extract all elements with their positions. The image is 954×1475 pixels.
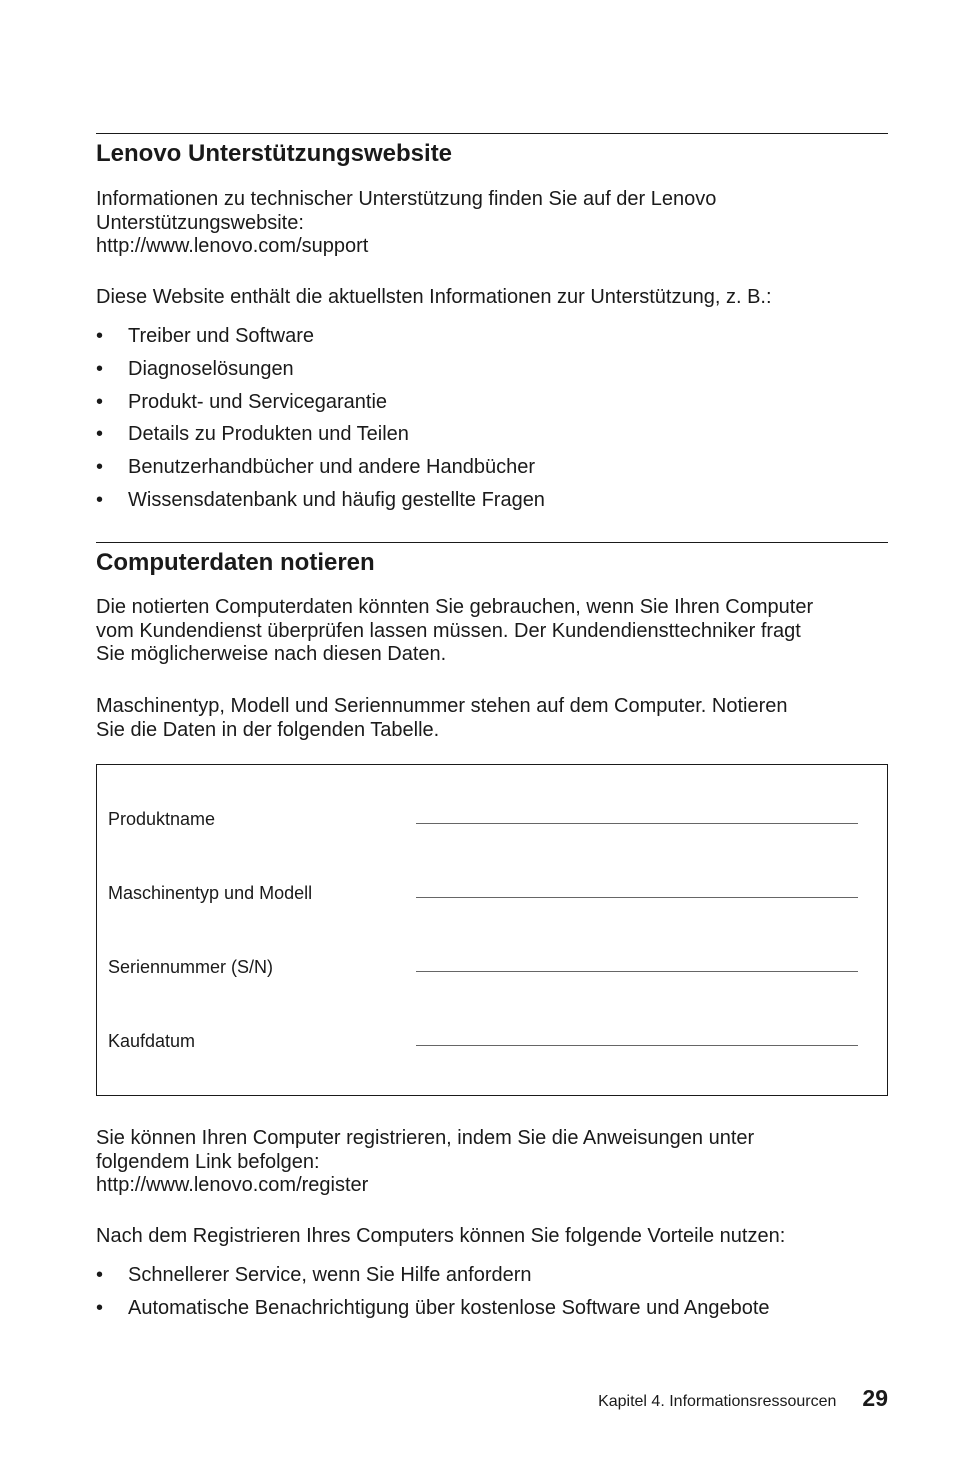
paragraph-line: folgendem Link befolgen: xyxy=(96,1150,320,1173)
benefits-intro: Nach dem Registrieren Ihres Computers können Sie folgende Vorteile nutzen: xyxy=(96,1225,786,1247)
bullet: • xyxy=(96,423,104,446)
list-item xyxy=(96,455,888,488)
list-item-text: Diagnoselösungen xyxy=(128,357,294,380)
page-number: 29 xyxy=(862,1385,888,1411)
paragraph-line: vom Kundendienst überprüfen lassen müssen. Der Kundendiensttechniker fragt xyxy=(96,619,801,642)
page-footer xyxy=(388,1385,888,1415)
table-row xyxy=(108,1029,858,1053)
computer-data-table xyxy=(96,764,888,1096)
row-label-serial-number: Seriennummer (S/N) xyxy=(108,957,274,977)
bullet: • xyxy=(96,1296,104,1319)
list-item xyxy=(96,357,888,390)
table-row xyxy=(108,881,858,905)
fill-in-line xyxy=(416,897,858,898)
table-row xyxy=(108,807,858,831)
chapter-label: Kapitel 4. Informationsressourcen xyxy=(598,1393,837,1410)
paragraph-line: Maschinentyp, Modell und Seriennummer stehen auf dem Computer. Notieren xyxy=(96,695,788,717)
bullet: • xyxy=(96,488,104,511)
list-item-text: Details zu Produkten und Teilen xyxy=(128,423,409,446)
list-item-text: Wissensdatenbank und häufig gestellte Fragen xyxy=(128,488,545,511)
section-divider xyxy=(96,542,888,543)
section-heading-support: Lenovo Unterstützungswebsite xyxy=(96,140,453,167)
table-row xyxy=(108,955,858,979)
bullet: • xyxy=(96,325,104,347)
support-intro xyxy=(96,188,888,259)
register-paragraph xyxy=(96,1127,888,1198)
list-item xyxy=(96,324,888,357)
bullet: • xyxy=(96,390,104,413)
bullet: • xyxy=(96,357,104,380)
list-item xyxy=(96,1263,888,1296)
benefits-list xyxy=(96,1263,888,1329)
support-url: http://www.lenovo.com/support xyxy=(96,235,369,257)
paragraph-line: Sie möglicherweise nach diesen Daten. xyxy=(96,643,447,665)
row-label-product-name: Produktname xyxy=(108,809,216,829)
support-list-intro: Diese Website enthält die aktuellsten Informationen zur Unterstützung, z. B.: xyxy=(96,286,772,308)
support-intro-line: Informationen zu technischer Unterstützung finden Sie auf der Lenovo xyxy=(96,188,717,210)
paragraph-line: Die notierten Computerdaten könnten Sie gebrauchen, wenn Sie Ihren Computer xyxy=(96,596,814,618)
support-intro-line: Unterstützungswebsite: xyxy=(96,211,304,234)
list-item-text: Benutzerhandbücher und andere Handbücher xyxy=(128,456,535,479)
list-item xyxy=(96,422,888,455)
section-divider xyxy=(96,133,888,134)
bullet: • xyxy=(96,1264,104,1286)
list-item-text: Schnellerer Service, wenn Sie Hilfe anfordern xyxy=(128,1264,532,1286)
list-item-text: Automatische Benachrichtigung über kostenlose Software und Angebote xyxy=(128,1296,770,1319)
fill-in-line xyxy=(416,971,858,972)
support-list xyxy=(96,324,888,521)
list-item xyxy=(96,488,888,521)
bullet: • xyxy=(96,456,104,479)
section-heading-computer-data: Computerdaten notieren xyxy=(96,549,375,576)
computer-data-intro xyxy=(96,596,888,667)
machine-type-note xyxy=(96,695,888,742)
fill-in-line xyxy=(416,823,858,824)
fill-in-line xyxy=(416,1045,858,1046)
register-url: http://www.lenovo.com/register xyxy=(96,1174,369,1196)
paragraph-line: Sie können Ihren Computer registrieren, indem Sie die Anweisungen unter xyxy=(96,1127,755,1149)
row-label-purchase-date: Kaufdatum xyxy=(108,1031,196,1051)
row-label-machine-type: Maschinentyp und Modell xyxy=(108,883,313,903)
list-item-text: Produkt- und Servicegarantie xyxy=(128,390,388,413)
list-item xyxy=(96,390,888,423)
list-item-text: Treiber und Software xyxy=(128,325,315,347)
list-item xyxy=(96,1296,888,1329)
paragraph-line: Sie die Daten in der folgenden Tabelle. xyxy=(96,718,440,741)
